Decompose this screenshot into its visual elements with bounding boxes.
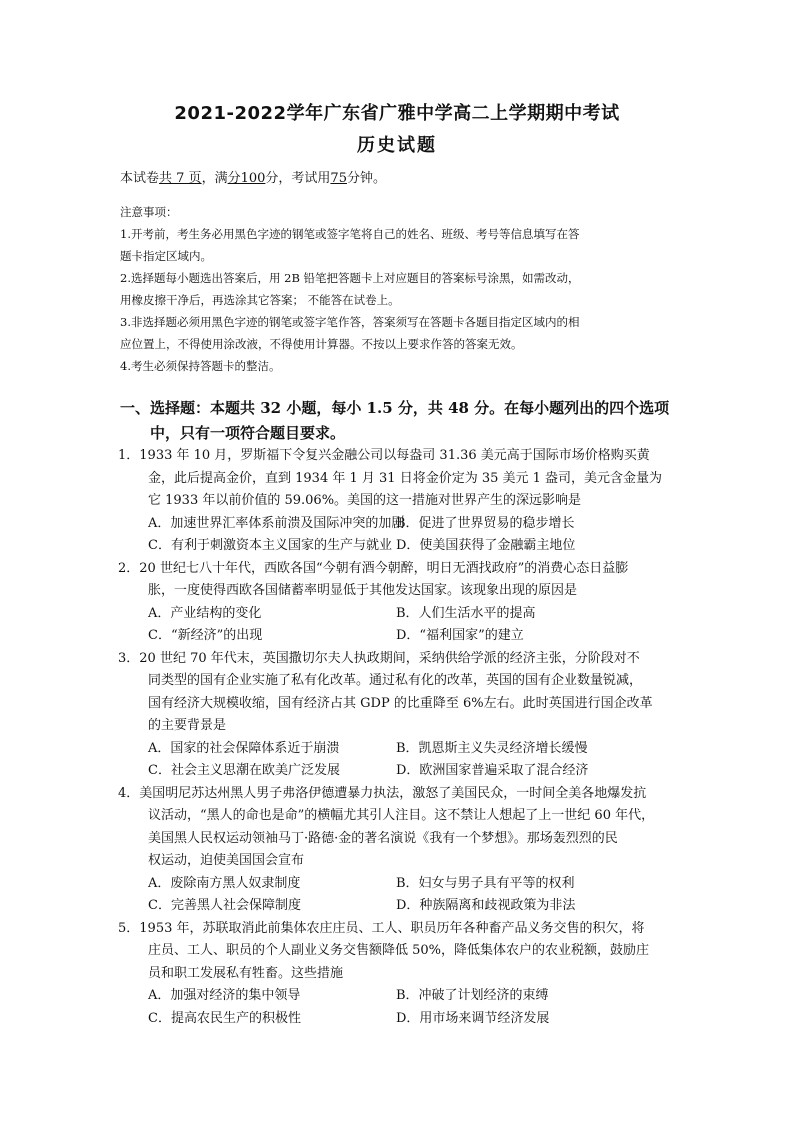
option-a: A．国家的社会保障体系近于崩溃 [148, 740, 340, 756]
option-d: D．种族隔离和歧视政策为非法 [396, 898, 576, 913]
section-heading: 一、选择题：本题共 32 小题，每小 1.5 分，共 48 分。在每小题列出的四个选项 中，只有一项符合题目要求。 [120, 399, 670, 442]
option-d: D．使美国获得了金融霸主地位 [396, 538, 576, 553]
option-d: D．用市场来调节经济发展 [396, 1010, 550, 1026]
option-c: C．社会主义思潮在欧美广泛发展 [148, 763, 340, 778]
question-text: 的主要背景是 [148, 718, 227, 733]
option-c: C．有利于刺激资本主义国家的生产与就业 [148, 538, 392, 553]
option-b: B．冲破了计划经济的束缚 [396, 988, 549, 1003]
question-text: 金，此后提高金价，直到 1934 年 1 月 31 日将金价定为 35 美元 1 盎司，美元含金量为 [148, 470, 663, 486]
question-text: 3．20 世纪 70 年代末，英国撒切尔夫人执政期间，采纳供给学派的经济主张，分阶段对不 [118, 650, 640, 666]
note-line: 1.开考前，考生务必用黑色字迹的钢笔或签字笔将自己的姓名、班级、考号等信息填写在答 [120, 227, 580, 241]
option-c: C．“新经济”的出现 [148, 628, 263, 643]
question-text: 4．美国明尼苏达州黑人男子弗洛伊德遭暴力执法，激怒了美国民众，一时间全美各地爆发抗 [118, 785, 647, 801]
exam-info: 本试卷共 7 页，满分100分，考试用75分钟。 [120, 171, 386, 186]
option-a: A．加强对经济的集中领导 [148, 988, 301, 1003]
question-text: 议活动，“黑人的命也是命”的横幅尤其引人注目。这不禁让人想起了上一世纪 60 年代， [148, 808, 655, 823]
option-a: A．产业结构的变化 [148, 605, 262, 621]
option-b: B．凯恩斯主义失灵经济增长缓慢 [396, 740, 588, 756]
question-4 [118, 783, 688, 918]
question-text: 5．1953 年，苏联取消此前集体农庄庄员、工人、职员历年各种畜产品义务交售的积欠，将 [118, 920, 645, 936]
page-title: 2021-2022学年广东省广雅中学高二上学期期中考试 [174, 103, 620, 124]
option-c: C．提高农民生产的积极性 [148, 1010, 301, 1026]
question-text: 1．1933 年 10 月，罗斯福下令复兴金融公司以每盎司 31.36 美元高于国际市场价格购买黄 [118, 448, 650, 463]
notes-block [120, 201, 680, 377]
option-c: C．完善黑人社会保障制度 [148, 898, 301, 913]
option-b: B．促进了世界贸易的稳步增长 [396, 515, 575, 531]
option-d: D．“福利国家”的建立 [396, 628, 524, 643]
note-line: 应位置上，不得使用涂改液，不得使用计算器。不按以上要求作答的答案无效。 [120, 337, 523, 351]
question-text: 美国黑人民权运动领袖马丁·路德·金的著名演说《我有一个梦想》。那场轰烈烈的民 [148, 830, 618, 846]
exam-duration: 75 [330, 171, 347, 186]
question-3 [118, 648, 688, 783]
question-text: 权运动，迫使美国国会宣布 [148, 853, 305, 868]
question-text: 胀，一度使得西欧各国储蓄率明显低于其他发达国家。该现象出现的原因是 [148, 583, 578, 598]
note-line: 题卡指定区域内。 [120, 249, 212, 263]
option-d: D．欧洲国家普遍采取了混合经济 [396, 763, 589, 778]
question-text: 同类型的国有企业实施了私有化改革。通过私有化的改革，英国的国有企业数量锐减， [148, 673, 643, 688]
note-line: 用橡皮擦干净后，再选涂其它答案； 不能答在试卷上。 [120, 293, 400, 307]
question-text: 国有经济大规模收缩，国有经济占其 GDP 的比重降至 6%左右。此时英国进行国企改革 [148, 695, 653, 711]
note-line: 2.选择题每小题选出答案后，用 2B 铅笔把答题卡上对应题目的答案标号涂黑，如需改动， [120, 271, 580, 285]
total-score: 分100 [227, 171, 266, 186]
question-5 [118, 918, 688, 1031]
question-text: 庄员、工人、职员的个人副业义务交售额降低 50%，降低集体农户的农业税额，鼓励庄 [148, 943, 650, 958]
option-a: A．废除南方黑人奴隶制度 [148, 875, 301, 891]
page-count: 共 7 页 [159, 171, 202, 186]
option-b: B．人们生活水平的提高 [396, 605, 536, 621]
page-subtitle: 历史试题 [357, 135, 437, 156]
note-line: 3.非选择题必须用黑色字迹的钢笔或签字笔作答，答案须写在答题卡各题目指定区域内的相 [120, 315, 580, 329]
note-line: 4.考生必须保持答题卡的整洁。 [120, 359, 281, 373]
question-1 [118, 445, 688, 558]
question-2 [118, 558, 688, 648]
notes-heading: 注意事项： [120, 205, 178, 219]
option-b: B．妇女与男子具有平等的权利 [396, 875, 575, 891]
question-text: 员和职工发展私有牲畜。这些措施 [148, 965, 344, 981]
question-list [118, 445, 688, 1030]
option-a: A．加速世界汇率体系前溃及国际冲突的加剧 [148, 515, 405, 531]
question-text: 2．20 世纪七八十年代，西欧各国“今朝有酒今朝醉，明日无酒找政府”的消费心态日益膨 [118, 560, 629, 576]
question-text: 它 1933 年以前价值的 59.06%。美国的这一措施对世界产生的深远影响是 [148, 493, 582, 508]
